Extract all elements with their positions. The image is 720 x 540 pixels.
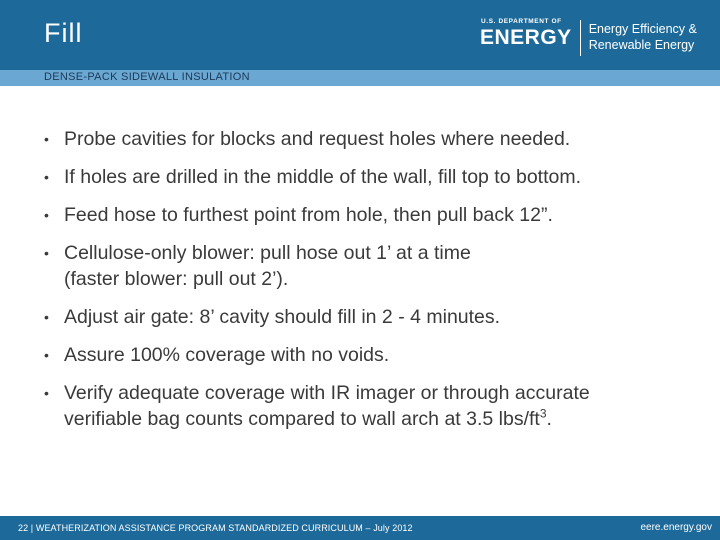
bullet-text-end: . — [546, 408, 552, 430]
doe-eere-logo — [480, 18, 697, 58]
bullet-item — [44, 380, 684, 432]
footer-bar — [0, 516, 720, 540]
bullet-text-line-2: verifiable bag counts compared to wall arch at 3.5 lbs/ft — [64, 408, 540, 430]
bullet-marker: • — [44, 347, 49, 363]
bullet-item — [44, 342, 684, 368]
logo-eere-line-1: Energy Efficiency & — [588, 22, 697, 36]
bullet-item — [44, 164, 684, 190]
bullet-text — [64, 380, 684, 432]
bullet-item — [44, 126, 684, 152]
logo-divider — [580, 20, 581, 56]
bullet-marker: • — [44, 245, 49, 261]
footer-caption: 22 | WEATHERIZATION ASSISTANCE PROGRAM STANDARDIZED CURRICULUM – July 2012 — [18, 523, 413, 533]
bullet-text: Feed hose to furthest point from hole, then pull back 12”. — [64, 204, 553, 226]
bullet-item — [44, 202, 684, 228]
bullet-text: Assure 100% coverage with no voids. — [64, 344, 390, 366]
bullet-marker: • — [44, 131, 49, 147]
superscript-3: 3 — [539, 406, 547, 421]
bullet-text-line-1: Verify adequate coverage with IR imager or through accurate — [64, 382, 590, 404]
bullet-text: Probe cavities for blocks and request holes where needed. — [64, 128, 571, 150]
bullet-marker: • — [44, 169, 49, 185]
bullet-item — [44, 240, 684, 292]
bullet-text: If holes are drilled in the middle of the wall, fill top to bottom. — [64, 166, 582, 188]
bullet-list — [44, 126, 684, 444]
doe-logo-block — [480, 18, 572, 50]
bullet-marker: • — [44, 309, 49, 325]
logo-dept-text: U.S. DEPARTMENT OF — [481, 18, 562, 25]
bullet-marker: • — [44, 207, 49, 223]
footer-website-link[interactable]: eere.energy.gov — [640, 522, 712, 533]
bullet-text-line-1: Cellulose-only blower: pull hose out 1’ at a time — [64, 242, 471, 264]
bullet-marker: • — [44, 385, 49, 401]
bullet-text-line-2: (faster blower: pull out 2’). — [64, 268, 289, 290]
section-title: DENSE-PACK SIDEWALL INSULATION — [44, 71, 250, 83]
section-bar — [0, 70, 720, 86]
logo-eere-line-2: Renewable Energy — [588, 38, 695, 52]
bullet-item — [44, 304, 684, 330]
bullet-text — [64, 240, 684, 292]
bullet-text: Adjust air gate: 8’ cavity should fill in 2 - 4 minutes. — [64, 306, 501, 328]
logo-energy-text: ENERGY — [480, 26, 572, 49]
eere-logo-block — [589, 18, 697, 53]
header-bar — [0, 0, 720, 70]
slide-title: Fill — [44, 18, 83, 48]
